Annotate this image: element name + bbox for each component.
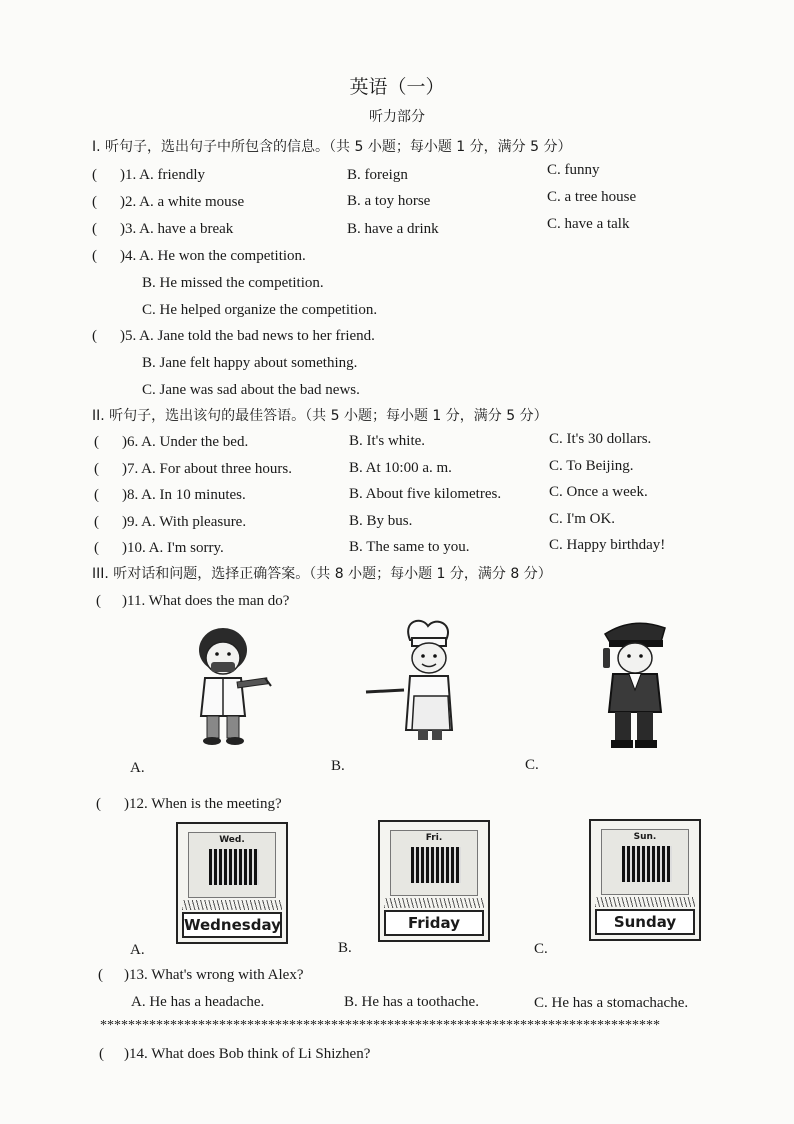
answer-paren: ( — [96, 796, 101, 812]
q13-stem: )13. What's wrong with Alex? — [124, 967, 304, 983]
q1-option-b: B. foreign — [347, 167, 408, 183]
q6-option-a: )6. A. Under the bed. — [122, 434, 249, 450]
q5-option-a: )5. A. Jane told the bad news to her friend. — [120, 328, 375, 344]
q12-label-c: C. — [534, 941, 548, 957]
calendar-sunday — [589, 819, 701, 941]
q12-label-a: A. — [130, 942, 145, 958]
calendar-small-label: Wed. — [219, 835, 245, 845]
section-1-heading: I. 听句子，选出句子中所包含的信息。（共 5 小题；每小题 1 分，满分 5 分） — [92, 139, 572, 155]
q10-option-c: C. Happy birthday! — [549, 537, 666, 553]
answer-paren: ( — [92, 248, 97, 264]
q4-option-c: C. He helped organize the competition. — [142, 302, 378, 318]
q11-label-a: A. — [130, 760, 145, 776]
doctor-icon — [185, 618, 285, 748]
q14-stem: )14. What does Bob think of Li Shizhen? — [124, 1046, 371, 1062]
q10-option-a: )10. A. I'm sorry. — [122, 540, 224, 556]
calendar-small-label: Fri. — [425, 833, 443, 843]
answer-paren: ( — [98, 967, 103, 983]
q8-option-c: C. Once a week. — [549, 484, 648, 500]
answer-paren: ( — [94, 461, 99, 477]
answer-paren: ( — [99, 1046, 104, 1062]
section-3-heading: III. 听对话和问题，选择正确答案。（共 8 小题；每小题 1 分，满分 8 分） — [92, 566, 552, 582]
calendar-day-name: Sunday — [595, 909, 695, 935]
q1-option-c: C. funny — [547, 162, 600, 178]
answer-paren: ( — [92, 221, 97, 237]
q5-option-c: C. Jane was sad about the bad news. — [142, 382, 360, 398]
q9-option-b: B. By bus. — [349, 513, 413, 529]
q1-option-a: )1. A. friendly — [120, 167, 205, 183]
q12-label-b: B. — [338, 940, 352, 956]
q13-option-c: C. He has a stomachache. — [534, 995, 689, 1011]
page-title: 英语（一） — [349, 76, 445, 98]
q3-option-c: C. have a talk — [547, 216, 630, 232]
answer-paren: ( — [92, 328, 97, 344]
q11-label-c: C. — [525, 757, 539, 773]
q6-option-b: B. It's white. — [349, 433, 426, 449]
q4-option-a: )4. A. He won the competition. — [120, 248, 306, 264]
answer-paren: ( — [94, 540, 99, 556]
answer-paren: ( — [92, 167, 97, 183]
answer-paren: ( — [92, 194, 97, 210]
q7-option-c: C. To Beijing. — [549, 458, 634, 474]
calendar-day-name: Friday — [384, 910, 484, 936]
q2-option-c: C. a tree house — [547, 189, 637, 205]
page-subtitle: 听力部分 — [369, 109, 425, 125]
q3-option-a: )3. A. have a break — [120, 221, 234, 237]
section-2-heading: II. 听句子，选出该句的最佳答语。（共 5 小题；每小题 1 分，满分 5 分） — [92, 408, 548, 424]
q9-option-c: C. I'm OK. — [549, 511, 616, 527]
q11-label-b: B. — [331, 758, 345, 774]
answer-paren: ( — [96, 593, 101, 609]
q2-option-a: )2. A. a white mouse — [120, 194, 245, 210]
q6-option-c: C. It's 30 dollars. — [549, 431, 652, 447]
calendar-friday — [378, 820, 490, 942]
q7-option-b: B. At 10:00 a. m. — [349, 460, 452, 476]
q5-option-b: B. Jane felt happy about something. — [142, 355, 358, 371]
q12-stem: )12. When is the meeting? — [124, 796, 282, 812]
q7-option-a: )7. A. For about three hours. — [122, 461, 292, 477]
q8-option-b: B. About five kilometres. — [349, 486, 502, 502]
q13-option-b: B. He has a toothache. — [344, 994, 479, 1010]
q9-option-a: )9. A. With pleasure. — [122, 514, 247, 530]
q10-option-b: B. The same to you. — [349, 539, 470, 555]
calendar-day-name: Wednesday — [182, 912, 282, 938]
calendar-small-label: Sun. — [633, 832, 657, 842]
q8-option-a: )8. A. In 10 minutes. — [122, 487, 246, 503]
calendar-wednesday — [176, 822, 288, 944]
q2-option-b: B. a toy horse — [347, 193, 431, 209]
q4-option-b: B. He missed the competition. — [142, 275, 324, 291]
q11-stem: )11. What does the man do? — [122, 593, 290, 609]
separator-line: ******************************************************************************** — [100, 1018, 660, 1033]
answer-paren: ( — [94, 434, 99, 450]
policeman-icon — [597, 612, 677, 752]
chef-icon — [362, 612, 472, 747]
q3-option-b: B. have a drink — [347, 221, 439, 237]
answer-paren: ( — [94, 487, 99, 503]
answer-paren: ( — [94, 514, 99, 530]
q13-option-a: A. He has a headache. — [131, 994, 265, 1010]
